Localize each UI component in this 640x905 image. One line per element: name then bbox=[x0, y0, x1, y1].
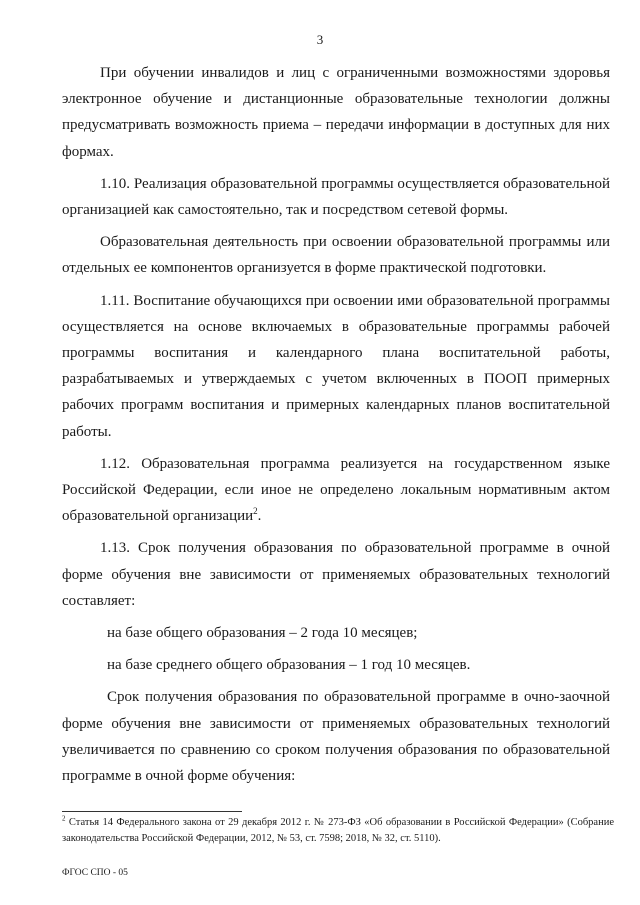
paragraph-accessibility: При обучении инвалидов и лиц с ограниченными возможностями здоровья электронное обучение и дистанционные образовательные технологии должны предусматривать возможность приема – передачи информации в доступных для них формах. bbox=[62, 65, 610, 160]
list-item-secondary-education: на базе среднего общего образования – 1 год 10 месяцев. bbox=[107, 657, 471, 674]
paragraph-1-13: 1.13. Срок получения образования по образовательной программе в очной форме обучения вне зависимости от применяемых образовательных технологий составляет: bbox=[62, 540, 610, 609]
footnote-divider bbox=[62, 811, 242, 812]
paragraph-1-12-end: . bbox=[257, 508, 262, 525]
paragraph-1-12-text: 1.12. Образовательная программа реализуется на государственном языке Российской Федерации, если иное не определено локальным нормативным актом образовательной организации bbox=[62, 455, 610, 525]
form-code: ФГОС СПО - 05 bbox=[62, 868, 128, 878]
footnote-text: Статья 14 Федерального закона от 29 декабря 2012 г. № 273-ФЗ «Об образовании в Российской Федерации» (Собрание законодательства Российской Федерации, 2012, № 53, ст. 7598; 2018, № 32, ст. 5110). bbox=[62, 817, 614, 844]
footnote bbox=[62, 815, 614, 847]
document-body bbox=[62, 60, 610, 795]
paragraph-1-12 bbox=[62, 451, 610, 530]
list-item-general-education: на базе общего образования – 2 года 10 месяцев; bbox=[107, 625, 418, 642]
page-number: 3 bbox=[316, 32, 324, 47]
footnote-reference: 2 bbox=[253, 506, 258, 517]
paragraph-part-time-duration: Срок получения образования по образовательной программе в очно-заочной форме обучения вне зависимости от применяемых образовательных технологий увеличивается по сравнению со сроком получения образования по образовательной программе в очной форме обучения: bbox=[62, 689, 610, 785]
paragraph-1-10: 1.10. Реализация образовательной программы осуществляется образовательной организацией как самостоятельно, так и посредством сетевой формы. bbox=[62, 175, 610, 219]
paragraph-practical-training: Образовательная деятельность при освоении образовательной программы или отдельных ее компонентов организуется в форме практической подготовки. bbox=[62, 234, 610, 277]
footnote-marker: 2 bbox=[62, 814, 66, 823]
paragraph-1-11: 1.11. Воспитание обучающихся при освоении ими образовательной программы осуществляется на основе включаемых в образовательные программы рабочей программы воспитания и календарного плана воспитательной работы, разрабатываемых и утверждаемых с учетом включенных в ПООП примерных рабочих программ воспитания и примерных календарных планов воспитательной работы. bbox=[62, 292, 610, 440]
